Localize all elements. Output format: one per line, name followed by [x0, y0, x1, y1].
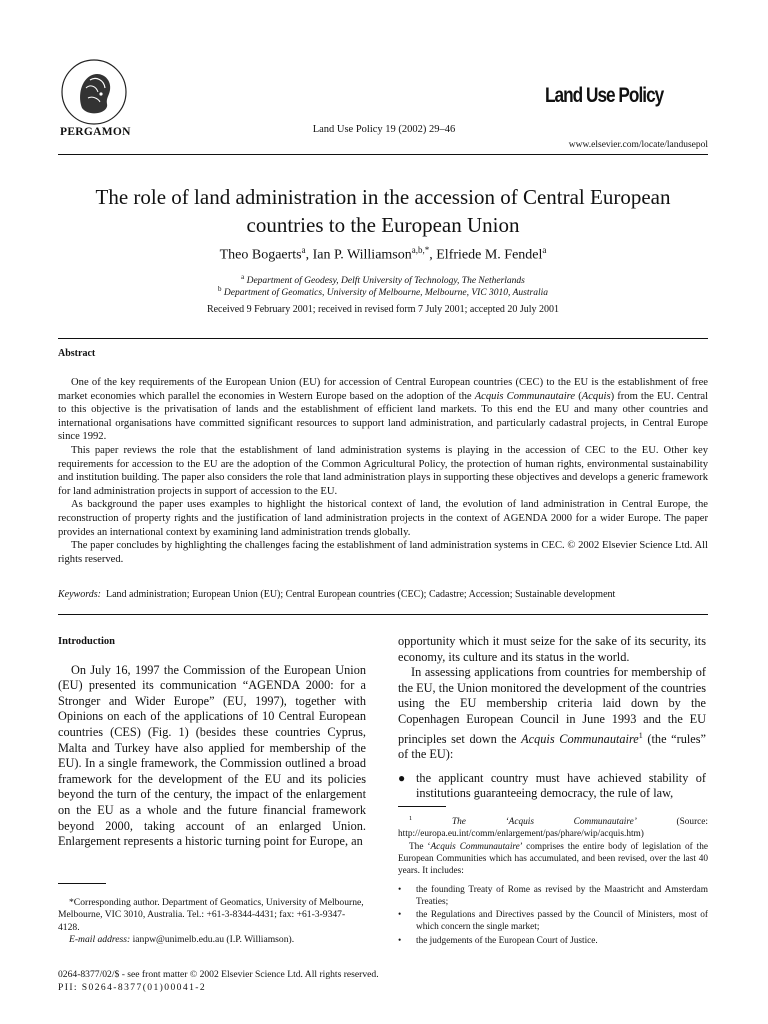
left-column	[58, 634, 366, 850]
bullet-icon: •	[398, 910, 402, 921]
affiliation	[58, 285, 708, 298]
abstract-body	[58, 376, 708, 566]
text-run: Acquis Communautaire	[474, 390, 576, 402]
text-run: ) from the EU. Central to this objective is the privatisation of lands and the establishment of efficient land markets. To this end the EU and many other countries and international organisations have committed significant resources to support land administration, and particularly cadastral projects, in Central Europe since 1992.	[58, 390, 709, 443]
author-affiliation-mark: a,b,*	[411, 245, 430, 255]
text-run: Acquis Communautaire	[521, 731, 639, 746]
text-run: (Source: http://europa.eu.int/comm/enlargement/pas/phare/wip/acquis.htm)	[398, 817, 708, 840]
author-name: Elfriede M. Fendel	[436, 247, 543, 263]
email-line	[58, 934, 366, 946]
keywords-label: Keywords:	[58, 589, 101, 600]
footnote-mark: 1	[409, 815, 413, 822]
list-item	[398, 909, 708, 934]
keywords-text: Land administration; European Union (EU); Central European countries (CEC); Cadastre; Accession; Sustainable development	[105, 589, 616, 600]
affiliation-text: Department of Geodesy, Delft University of Technology, The Netherlands	[246, 276, 525, 287]
email-address[interactable]: ianpw@unimelb.edu.au (I.P. Williamson).	[132, 933, 295, 945]
abstract-paragraph: As background the paper uses examples to highlight the historical context of land, the evolution of land administration in Central Europe, the reconstruction of property rights and the justification of land administration projects in the context of AGENDA 2000 for a wider Europe. The paper provides an international context by examining land administration trends globally.	[58, 499, 708, 538]
section-heading: Introduction	[58, 636, 115, 647]
footnote-paragraph	[398, 813, 708, 841]
abstract-paragraph: This paper reviews the role that the establishment of land administration systems is playing in the accession of CEC to the EU. Other key requirements for accession to the EU are the adoption of the Common Agricultural Policy, the protection of human rights, environmental sustainability and institution building. The paper also considers the role that land administration plays in supporting these objectives and develops a generic framework for land administration projects in support of accession to the EU.	[58, 444, 708, 497]
text-run: In assessing applications from countries for membership of the EU, the Union monitored the development of the countries using the EU membership criteria laid down by the Copenhagen European Council in June 1993 and the EU principles set down the	[398, 665, 706, 746]
abstract-top-rule	[58, 338, 708, 339]
bullet-icon: •	[398, 884, 402, 895]
text-run: The ‘Acquis Communautaire’	[451, 817, 637, 828]
abstract-heading: Abstract	[58, 348, 96, 359]
text-run: (	[575, 390, 582, 402]
keywords	[58, 589, 718, 600]
text-run: Acquis	[581, 390, 611, 402]
publisher-name: PERGAMON	[60, 126, 131, 138]
text-run: One of the key requirements of the European Union (EU) for accession of Central European countries (CEC) to the EU is the establishment of free market economies which parallel the economies in Western Europe based on the adoption of the	[58, 377, 708, 402]
pii-line: PII: S0264-8377(01)00041-2	[58, 982, 207, 993]
footnote-rule	[398, 806, 446, 807]
list-item-text: the judgements of the European Court of Justice.	[416, 935, 598, 946]
email-label: E-mail address:	[69, 933, 131, 945]
body-paragraph	[398, 665, 706, 763]
author-list: Theo Bogaerts$^a$, Ian P. Williamson$^{a,b,*}$, Elfriede M. Fendel$^a$	[219, 245, 547, 263]
body-paragraph: On July 16, 1997 the Commission of the European Union (EU) presented its communication “AGENDA 2000: for a Stronger and Wider Europe” (EU, 1997), together with Opinions on each of the applications of 10 Central European countries (CES) (Fig. 1) (besides these countries Cyprus, Malta and Turkey have also applied for membership of the EU). In a single framework, the Commission outlined a broad framework for the development of the EU and its policies beyond the turn of the century, the impact of the enlargement on the EU as a whole and the future financial framework beyond 2000, taking account of an enlarged Union. Enlargement represents a historic turning point for Europe, an	[58, 662, 366, 849]
list-item	[398, 884, 708, 909]
corresponding-author-note	[58, 897, 366, 946]
list-item-text: the applicant country must have achieved stability of institutions guaranteeing democracy, the rule of law,	[416, 770, 706, 801]
footnote-paragraph	[398, 841, 708, 878]
affiliation-mark: a	[241, 273, 245, 281]
list-item	[398, 935, 708, 947]
publisher-logo	[60, 58, 128, 126]
author-name: Theo Bogaerts	[219, 247, 302, 263]
text-run: The ‘	[409, 841, 431, 852]
corresponding-author-text: *Corresponding author. Department of Geomatics, University of Melbourne, Melbourne, VIC 3010, Australia. Tel.: +61-3-8344-4431; fax: +61-3-9347-4128.	[58, 897, 364, 933]
header-rule	[58, 154, 708, 155]
copyright-line: 0264-8377/02/$ - see front matter © 2002 Elsevier Science Ltd. All rights reserved.	[58, 969, 379, 980]
affiliation-mark: b	[218, 285, 222, 293]
bullet-icon: ●	[398, 770, 406, 785]
list-item-text: the founding Treaty of Rome as revised by the Maastricht and Amsterdam Treaties;	[416, 884, 708, 907]
right-column	[398, 634, 706, 802]
footnote	[398, 813, 708, 948]
affiliation-text: Department of Geomatics, University of Melbourne, Melbourne, VIC 3010, Australia	[223, 288, 548, 299]
author-affiliation-mark: a	[301, 245, 306, 255]
footnote-list	[398, 884, 708, 947]
footnote-rule	[58, 883, 106, 884]
journal-title: Land Use Policy	[545, 84, 664, 107]
author-name: Ian P. Williamson	[312, 247, 412, 263]
journal-url[interactable]: www.elsevier.com/locate/landusepol	[568, 140, 708, 150]
list-item-text: the Regulations and Directives passed by the Council of Ministers, most of which concern the single market;	[416, 910, 708, 933]
paper-title: The role of land administration in the accession of Central European countries to the European Union	[95, 185, 671, 237]
body-paragraph: opportunity which it must seize for the sake of its security, its economy, its culture and its status in the world.	[398, 634, 706, 664]
page-footer	[58, 968, 379, 994]
bullet-icon: •	[398, 935, 402, 946]
text-run: ’ comprises the entire body of legislation of the European Communities which has accumulated, and been revised, over the last 40 years. It includes:	[398, 841, 709, 877]
text-run: (the “rules” of the EU):	[398, 731, 707, 762]
abstract-bottom-rule	[58, 614, 708, 615]
abstract-paragraph: The paper concludes by highlighting the challenges facing the establishment of land administration systems in CEC. © 2002 Elsevier Science Ltd. All rights reserved.	[58, 540, 708, 565]
author-affiliation-mark: a	[542, 245, 547, 255]
list-item	[398, 771, 706, 802]
abstract-paragraph	[58, 376, 708, 444]
received-dates: Received 9 February 2001; received in revised form 7 July 2001; accepted 20 July 2001	[206, 304, 560, 315]
footnote-reference[interactable]: 1	[638, 730, 643, 740]
journal-citation: Land Use Policy 19 (2002) 29–46	[312, 124, 456, 135]
text-run: Acquis Communautaire	[430, 841, 520, 852]
